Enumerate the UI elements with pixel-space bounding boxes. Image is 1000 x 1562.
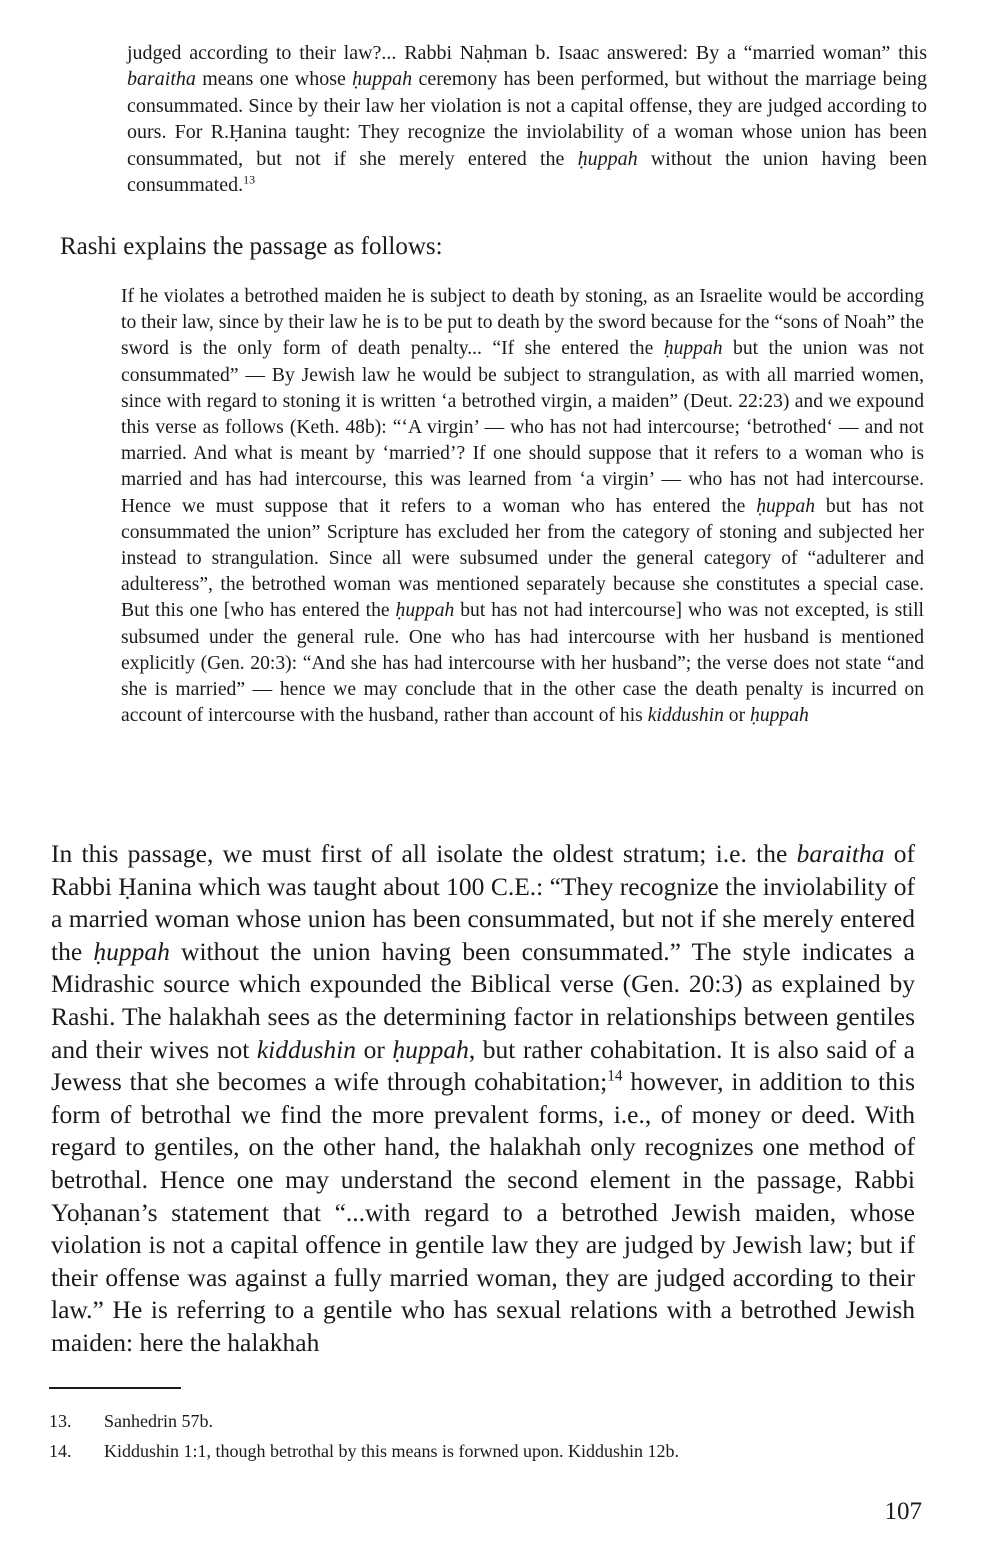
- text-run: means one whose: [195, 68, 353, 91]
- footnote-divider: [49, 1387, 181, 1389]
- footnote-text: Sanhedrin 57b.: [104, 1411, 213, 1431]
- footnote-14: [49, 1440, 679, 1462]
- footnote-ref-13: 13: [243, 172, 256, 187]
- rashi-quotation: [121, 284, 924, 729]
- text-run: If he violates a betrothed maiden he is subject to death by stoning, as an Israelite would be according to their law, since by their law he is to be put to death by the sword because for the “sons of Noah” the sword is the only form of death penalty... “If she entered the: [121, 286, 924, 360]
- footnote-13: [49, 1410, 213, 1432]
- italic-term: baraitha: [127, 68, 196, 91]
- italic-term: ḥuppah: [395, 600, 455, 622]
- text-run: without the union having been consummated.” The style indicates a Midrashic source which expounded the Biblical verse (Gen. 20:3) as explained by Rashi. The halakhah sees as the determining factor in relationships between gentiles and their wives not: [51, 936, 915, 1064]
- italic-term: kiddushin: [647, 705, 724, 727]
- text-run: , but rather cohabitation. It is also said of a Jewess that she becomes a wife through cohabitation;: [51, 1034, 915, 1097]
- italic-term: ḥuppah: [756, 495, 815, 517]
- italic-term: kiddushin: [256, 1034, 357, 1064]
- text-run: or: [723, 705, 751, 727]
- italic-term: ḥuppah: [663, 338, 723, 360]
- footnote-number: 13.: [49, 1411, 72, 1431]
- footnote-ref-14: 14: [607, 1067, 623, 1085]
- italic-term: ḥuppah: [392, 1034, 469, 1064]
- page-number: 107: [884, 1498, 922, 1525]
- text-run: but has not consummated the union” Scripture has excluded her from the category of stoning and subjected her instead to strangulation. Since all were subsumed under the general category of “adulterer and adulteress”, the betrothed woman was mentioned separately because she constitutes a special case. But this one [who has entered the: [121, 495, 924, 622]
- text-run: without the union having been consummated.: [127, 147, 927, 197]
- text-run: or: [356, 1034, 393, 1064]
- text-run: but the union was not consummated” — By Jewish law he would be subject to strangulation, as with all married women, since with regard to stoning it is written ‘a betrothed virgin, a maiden” (Deut. 22:23) and we expound this verse as follows (Keth. 48b): “‘A virgin’ — who has not had intercourse; ‘betrothed‘ — and not married. And what is meant by ‘married’? If one should suppose that it refers to a woman who is married and has had intercourse, this was learned from ‘a virgin’ — who has not had intercourse. Hence we must suppose that it refers to a woman who has entered the: [121, 338, 925, 517]
- italic-term: ḥuppah: [352, 68, 413, 91]
- italic-term: ḥuppah: [93, 936, 170, 966]
- text-run: judged according to their law?... Rabbi Naḥman b. Isaac answered: By a “married woman” this: [127, 42, 927, 64]
- text-run: ceremony has been performed, but without the marriage being consummated. Since by their law her violation is not a capital offense, they are judged according to ours. For R.Ḥanina taught: They recognize the inviolability of a woman whose union has been consummated, but not if she merely entered the: [127, 68, 927, 170]
- text-run: however, in addition to this form of betrothal we find the more prevalent forms, i.e., of money or deed. With regard to gentiles, on the other hand, the halakhah only recognizes one method of betrothal. Hence one may understand the second element in the passage, Rabbi Yoḥanan’s statement that “...with regard to a betrothed Jewish maiden, whose violation is not a capital offence in gentile law they are judged by Jewish law; but if their offense was against a fully married woman, they are judged according to their law.” He is referring to a gentile who has sexual relations with a betrothed Jewish maiden: here the halakhah: [51, 1067, 915, 1357]
- italic-term: baraitha: [796, 839, 885, 868]
- talmud-quotation: [127, 40, 927, 198]
- italic-term: ḥuppah: [750, 705, 809, 727]
- body-paragraph: [51, 838, 915, 1360]
- italic-term: ḥuppah: [577, 147, 638, 170]
- text-run: but has not had intercourse] who was not excepted, is still subsumed under the general rule. One who has had intercourse with her husband is mentioned explicitly (Gen. 20:3): “And she has had intercourse with her husband”; the verse does not state “and she is married” — hence we may conclude that in the other case the death penalty is incurred on account of intercourse with the husband, rather than account of his: [121, 600, 924, 727]
- footnote-number: 14.: [49, 1441, 72, 1461]
- text-run: In this passage, we must first of all isolate the oldest stratum; i.e. the: [51, 839, 797, 868]
- text-run: of Rabbi Ḥanina which was taught about 100 C.E.: “They recognize the inviolability of a married woman whose union has been consummated, but not if she merely entered the: [51, 839, 915, 966]
- footnote-text: Kiddushin 1:1, though betrothal by this means is forwned upon. Kiddushin 12b.: [104, 1441, 679, 1461]
- lead-line: Rashi explains the passage as follows:: [60, 233, 443, 260]
